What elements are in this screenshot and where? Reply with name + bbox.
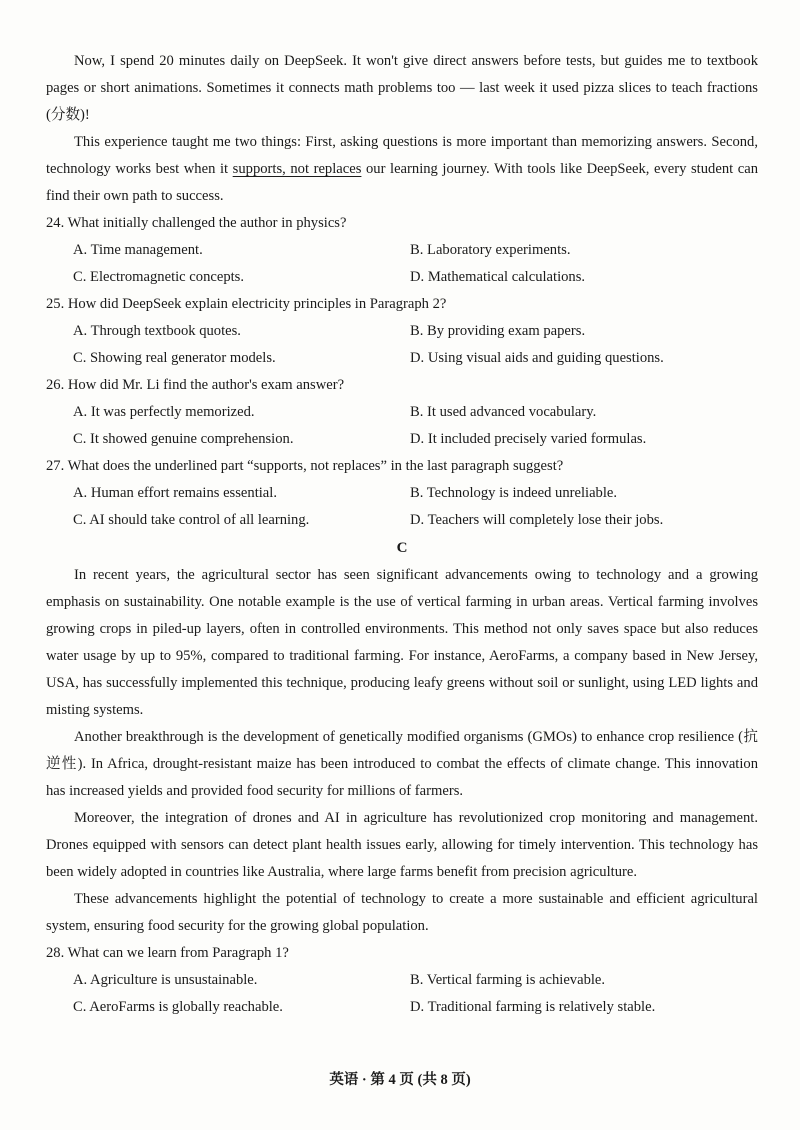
question-24-option-c: C. Electromagnetic concepts. (73, 269, 245, 285)
passage-c-block (46, 535, 758, 1021)
question-24-option-b: B. Laboratory experiments. (410, 242, 571, 258)
question-24-option-d: D. Mathematical calculations. (410, 269, 586, 285)
passage-c-paragraph-4: These advancements highlight the potential of technology to create a more sustainable and efficient agricultural system, ensuring food security for the growing global population. (46, 891, 758, 934)
question-24-options-row-2 (46, 264, 758, 291)
question-28-option-d: D. Traditional farming is relatively stable. (410, 999, 656, 1015)
question-25-option-b: B. By providing exam papers. (410, 323, 586, 339)
page-footer: 英语 · 第 4 页 (共 8 页) (329, 1072, 471, 1088)
paragraph-text-before: This experience taught me two things: First, asking questions is more important than memorizing answers. Second, technology works best when it (46, 134, 758, 177)
question-26-option-d: D. It included precisely varied formulas. (410, 431, 647, 447)
question-25-option-a: A. Through textbook quotes. (73, 323, 241, 339)
question-27-option-b: B. Technology is indeed unreliable. (410, 485, 618, 501)
question-25-option-c: C. Showing real generator models. (73, 350, 276, 366)
question-28-option-a: A. Agriculture is unsustainable. (73, 972, 258, 988)
passage-b-block (46, 48, 758, 534)
question-28-option-b: B. Vertical farming is achievable. (410, 972, 606, 988)
question-27-option-c: C. AI should take control of all learning. (73, 512, 310, 528)
passage-c-paragraph-2: Another breakthrough is the development of genetically modified organisms (GMOs) to enhance crop resilience (抗逆性). In Africa, drought-resistant maize has been introduced to combat the effects of climate change. This innovation has increased yields and provided food security for millions of farmers. (46, 729, 758, 799)
question-27-option-a: A. Human effort remains essential. (73, 485, 277, 501)
question-27-stem: 27. What does the underlined part “supports, not replaces” in the last paragraph suggest? (46, 458, 564, 474)
question-26-option-a: A. It was perfectly memorized. (73, 404, 255, 420)
question-28-options-row-1 (46, 967, 758, 994)
paragraph-text-after: our learning journey. With tools like DeepSeek, every student can find their own path to success. (46, 161, 758, 204)
question-24-stem: 24. What initially challenged the author in physics? (46, 215, 347, 231)
passage-b-paragraph-2 (46, 129, 758, 210)
passage-b-paragraph-1: Now, I spend 20 minutes daily on DeepSeek. It won't give direct answers before tests, but guides me to textbook pages or short animations. Sometimes it connects math problems too — last week it used pizza slices to teach fractions (分数)! (46, 53, 758, 123)
question-27-option-d: D. Teachers will completely lose their jobs. (410, 512, 664, 528)
question-26-options-row-1 (46, 399, 758, 426)
question-27-options-row-1 (46, 480, 758, 507)
question-26-option-b: B. It used advanced vocabulary. (410, 404, 597, 420)
question-25-option-d: D. Using visual aids and guiding questions. (410, 350, 664, 366)
passage-c-paragraph-3: Moreover, the integration of drones and AI in agriculture has revolutionized crop monitoring and management. Drones equipped with sensors can detect plant health issues early, allowing for timely intervention. This technology has been widely adopted in countries like Australia, where large farms benefit from precision agriculture. (46, 810, 758, 880)
question-27-options-row-2 (46, 507, 758, 534)
question-28-option-c: C. AeroFarms is globally reachable. (73, 999, 283, 1015)
underlined-phrase: supports, not replaces (232, 161, 362, 177)
section-c-title: C (396, 540, 408, 556)
question-25-options-row-2 (46, 345, 758, 372)
question-24-options-row-1 (46, 237, 758, 264)
question-25-options-row-1 (46, 318, 758, 345)
question-28-options-row-2 (46, 994, 758, 1021)
question-26-option-c: C. It showed genuine comprehension. (73, 431, 294, 447)
question-26-stem: 26. How did Mr. Li find the author's exam answer? (46, 377, 345, 393)
question-25-stem: 25. How did DeepSeek explain electricity principles in Paragraph 2? (46, 296, 447, 312)
question-24-option-a: A. Time management. (73, 242, 203, 258)
question-28-stem: 28. What can we learn from Paragraph 1? (46, 945, 289, 961)
passage-c-paragraph-1: In recent years, the agricultural sector has seen significant advancements owing to technology and a growing emphasis on sustainability. One notable example is the use of vertical farming in urban areas. Vertical farming involves growing crops in piled-up layers, often in controlled environments. This method not only saves space but also reduces water usage by up to 95%, compared to traditional farming. For instance, AeroFarms, a company based in New Jersey, USA, has successfully implemented this technique, producing leafy greens without soil or sunlight, using LED lights and misting systems. (46, 567, 758, 718)
question-26-options-row-2 (46, 426, 758, 453)
